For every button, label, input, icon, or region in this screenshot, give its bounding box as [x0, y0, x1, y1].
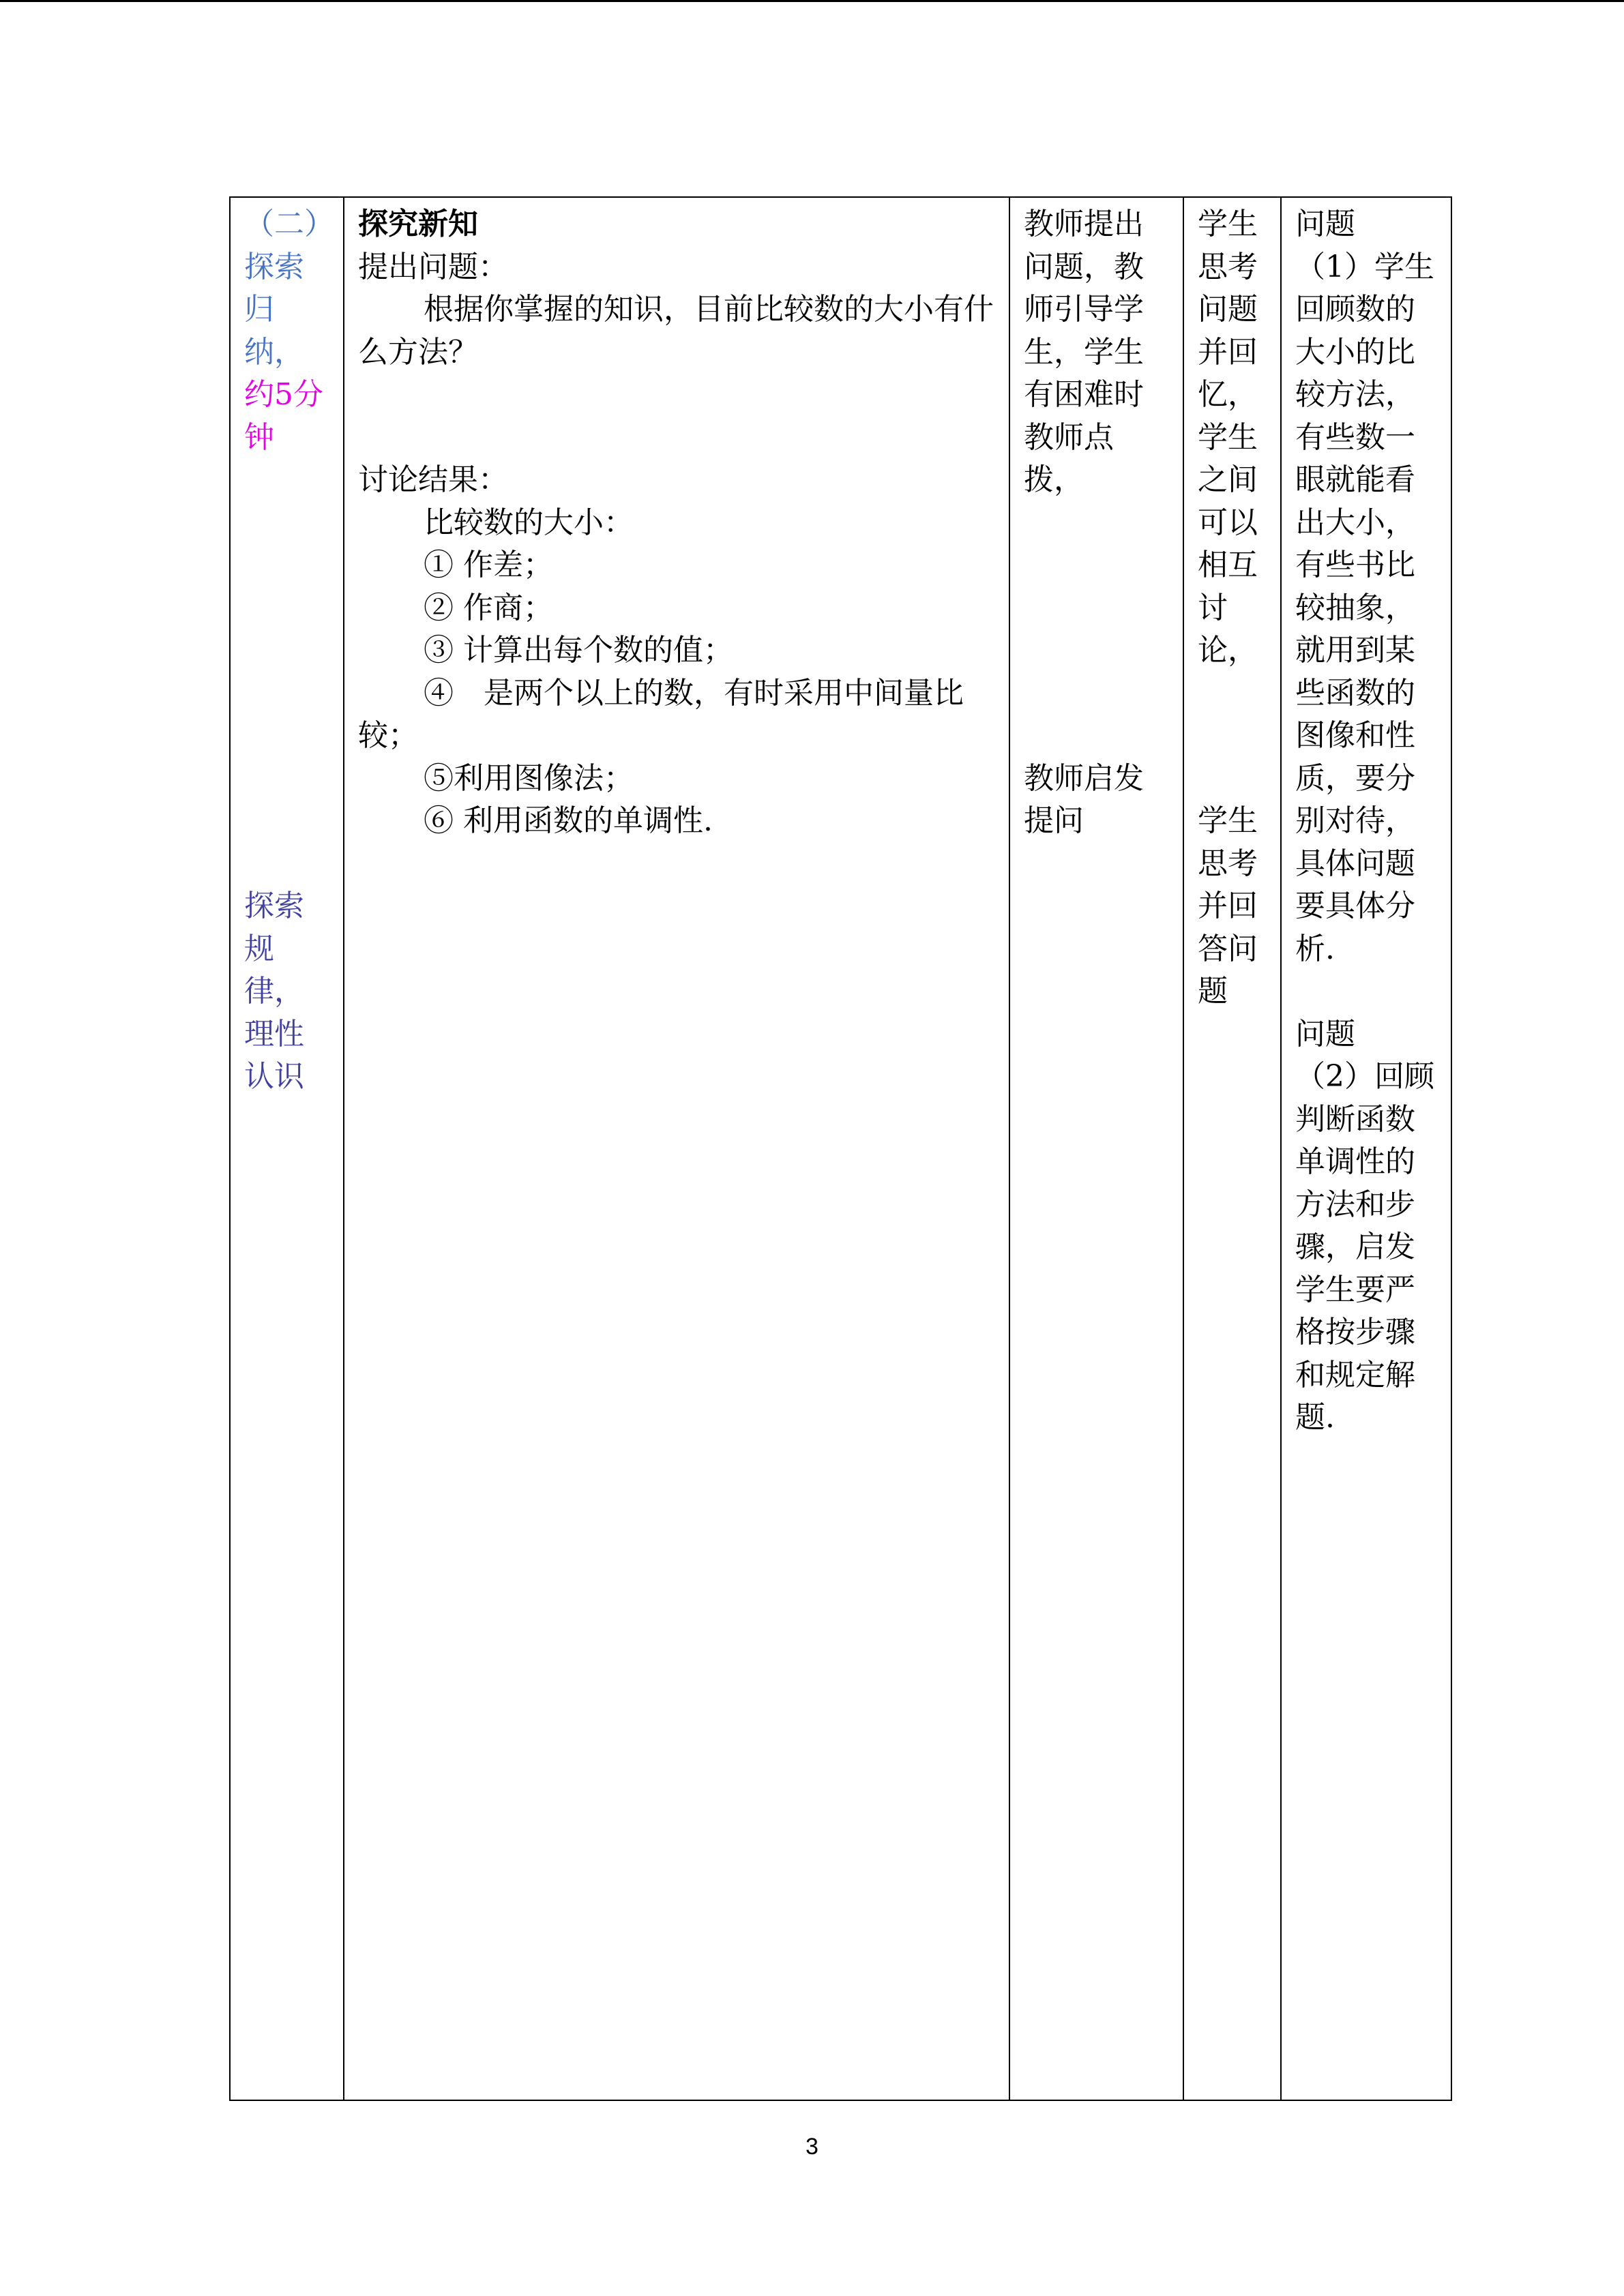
question-text: 根据你掌握的知识，目前比较数的大小有什么方法？ [358, 292, 994, 370]
stage-cell [230, 197, 344, 2100]
student-activity-1: 学生思考问题并回忆，学生之间可以相互讨论， [1198, 207, 1258, 668]
method-item: ④ 是两个以上的数，有时采用中间量比较； [358, 675, 964, 753]
stage-duration: 约5分钟 [244, 377, 323, 455]
method-item: ③ 计算出每个数的值； [424, 633, 733, 668]
teacher-activity-2: 教师启发提问 [1024, 760, 1144, 838]
stage-note: 探索规律，理性认识 [244, 889, 304, 1094]
student-activity-cell [1183, 197, 1281, 2100]
stage-title: （二）探索归纳， [244, 207, 319, 370]
question-1-label: 问题 [1295, 207, 1355, 241]
lesson-plan-table [229, 196, 1452, 2101]
method-item: ② 作商； [424, 590, 553, 625]
method-item: ① 作差； [424, 548, 553, 582]
student-activity-2: 学生思考并回答问题 [1198, 803, 1258, 1009]
table-row [230, 197, 1451, 2100]
result-label: 讨论结果： [358, 462, 508, 497]
question-2-label: 问题 [1295, 1016, 1355, 1052]
methods-title: 比较数的大小： [424, 505, 634, 540]
method-item: ⑥ 利用函数的单调性. [424, 803, 713, 838]
teacher-activity-cell [1009, 197, 1183, 2100]
ask-label: 提出问题： [358, 249, 508, 284]
method-item: ⑤利用图像法； [424, 760, 634, 796]
question-2-text: （2）回顾判断函数单调性的方法和步骤，启发学生要严格按步骤和规定解题. [1295, 1059, 1434, 1435]
page-top-border [0, 0, 1624, 2]
design-intent-cell [1281, 197, 1451, 2100]
teacher-activity-1: 教师提出问题，教师引导学生，学生有困难时教师点拨， [1024, 207, 1144, 497]
section-heading: 探究新知 [358, 207, 478, 241]
page-number: 3 [806, 2134, 818, 2160]
question-1-text: （1）学生回顾数的大小的比较方法，有些数一眼就能看出大小，有些书比较抽象，就用到某些函数的图像和性质，要分别对待，具体问题要具体分析. [1295, 249, 1434, 966]
content-cell [344, 197, 1009, 2100]
